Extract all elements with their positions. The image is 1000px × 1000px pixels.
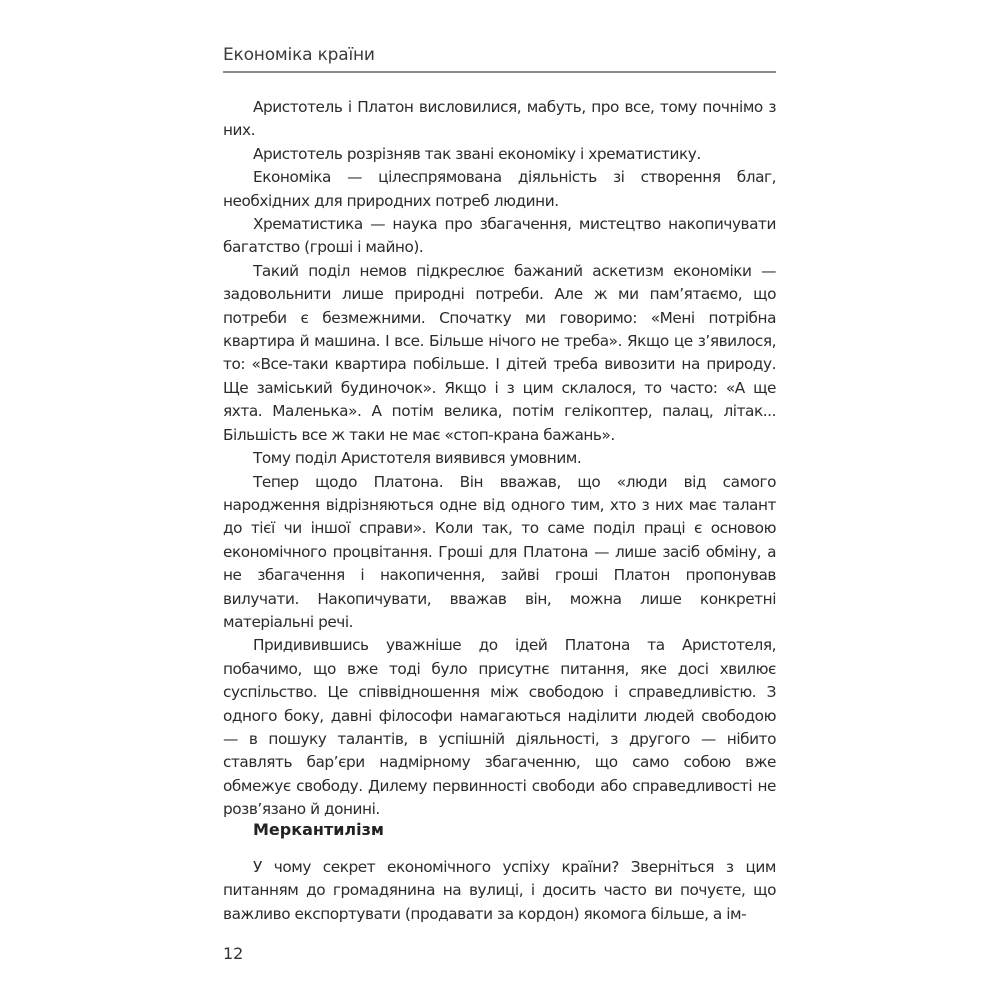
- page-number: 12: [223, 944, 244, 963]
- section-heading: Меркантилізм: [253, 820, 384, 839]
- body-text: [223, 96, 776, 822]
- running-head: Економіка країни: [223, 45, 776, 73]
- paragraph: Придивившись уважніше до ідей Платона та Аристотеля, побачимо, що вже тоді було присутнє питання, яке досі хвилює суспільство. Це співвідношення між свободою і справедливістю. З одного боку, давні філософи намагаються наділити людей свободою — в пошуку талантів, в успішній діяльності, з другого — нібито ставлять бар’єри надмірному збагаченню, що само собою вже обмежує свободу. Дилему первинності свободи або справедливості не розв’язано й донині.: [223, 636, 776, 819]
- paragraph: Хрематистика — наука про збагачення, мистецтво накопичувати багатство (гроші і майно).: [223, 215, 776, 257]
- paragraph: Економіка — цілеспрямована діяльність зі створення благ, необхідних для природних потреб людини.: [223, 168, 776, 210]
- paragraph: Такий поділ немов підкреслює бажаний аскетизм економіки — задовольнити лише природні потреби. Але ж ми пам’ятаємо, що потреби є безмежними. Спочатку ми говоримо: «Мені потрібна квартира й машина. І все. Більше нічого не треба». Якщо це з’явилося, то: «Все-таки квартира побільше. І дітей треба вивозити на природу. Ще заміський будиночок». Якщо і з цим склалося, то часто: «А ще яхта. Маленька». А потім велика, потім гелікоптер, палац, літак... Більшість все ж таки не має «стоп-крана бажань».: [223, 261, 776, 444]
- paragraph: Аристотель і Платон висловилися, мабуть, про все, тому почнімо з них.: [223, 98, 776, 140]
- paragraph: Тепер щодо Платона. Він вважав, що «люди від самого народження відрізняються одне від одного тим, хто з них має талант до тієї чи іншої справи». Коли так, то саме поділ праці є основою економічного процвітання. Гроші для Платона — лише засіб обміну, а не збагачення і накопичення, зайві гроші Платон пропонував вилучати. Накопичувати, вважав він, можна лише конкретні матеріальні речі.: [223, 472, 776, 631]
- paragraph: Тому поділ Аристотеля виявився умовним.: [253, 449, 582, 468]
- section-text: [223, 856, 776, 926]
- paragraph: У чому секрет економічного успіху країни? Зверніться з цим питанням до громадянина на вулиці, і досить часто ви почуєте, що важливо експортувати (продавати за кордон) якомога більше, а ім-: [223, 858, 776, 923]
- paragraph: Аристотель розрізняв так звані економіку і хрематистику.: [253, 144, 701, 163]
